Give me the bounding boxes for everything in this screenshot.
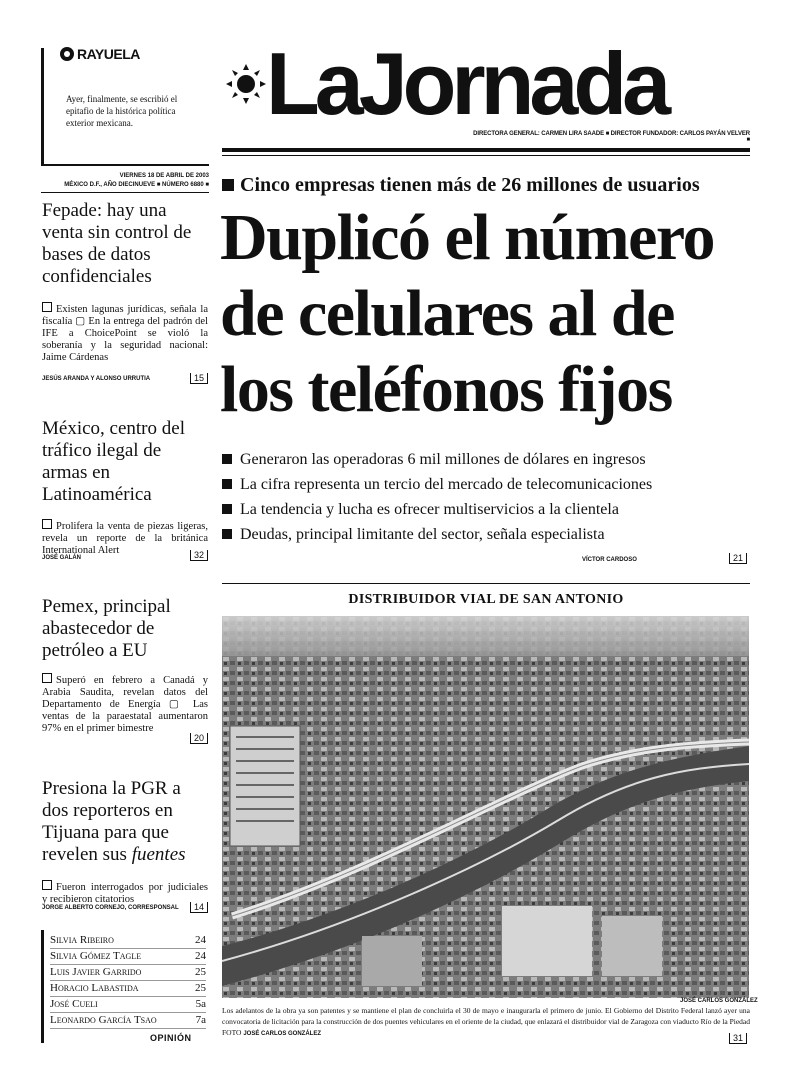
columnist-page: 5a (195, 998, 206, 1010)
columnist-row[interactable] (50, 996, 206, 1013)
main-kicker (222, 174, 700, 196)
side-story-body-text: Superó en febrero a Canadá y Arabia Saudita, revelan datos del Departamento de Energía ▢ Las ventas de la paraestatal aumentaron 97% en el primer bimestre (42, 675, 208, 734)
main-headline[interactable]: Duplicó el número de celulares al de los teléfonos fijos (220, 201, 714, 426)
bullet-square-icon (42, 880, 52, 890)
main-bullet (222, 447, 752, 472)
page-ref[interactable]: 14 (190, 902, 208, 913)
main-credit: VÍCTOR CARDOSO (582, 557, 637, 563)
bullet-square-icon (222, 504, 232, 514)
dateline-date: VIERNES 18 DE ABRIL DE 2003 (119, 173, 209, 179)
main-bullets (222, 447, 752, 547)
rayuela-title (60, 46, 140, 62)
side-story-body (42, 673, 208, 735)
bullet-square-icon (42, 673, 52, 683)
columnist-name: Silvia Ribeiro (50, 934, 114, 946)
columnist-name: Luis Javier Garrido (50, 966, 142, 978)
columnist-row[interactable] (50, 932, 206, 949)
masthead-rule (222, 148, 750, 152)
columnist-row[interactable] (50, 964, 206, 981)
side-story-credit: JOSÉ GALÁN (42, 555, 82, 561)
dateline (41, 172, 209, 190)
photo-caption-text: Los adelantos de la obra ya son patentes y se mantiene el plan de concluirla el 30 de mayo e inaugurarla el primero de junio. El Gobierno del Distrito Federal lanzó ayer una convocatoria de licitación para la construcción de dos puentes vehiculares en el oriente de la ciudad, que enlazará el distribuidor vial de Zaragoza con viaducto Río de la Piedad FOTO (222, 1006, 750, 1037)
rayuela-logo-icon (60, 47, 74, 61)
photo-caption (222, 1005, 750, 1040)
photo-rule (222, 583, 750, 584)
masthead-rule-thin (222, 155, 750, 156)
page-ref[interactable]: 31 (729, 1033, 747, 1044)
bullet-square-icon (42, 519, 52, 529)
main-kicker-text: Cinco empresas tienen más de 26 millones de usuarios (240, 174, 700, 196)
rayuela-text: Ayer, finalmente, se escribió el epitafio de la histórica política exterior mexicana. (66, 94, 178, 128)
side-story-title[interactable]: México, centro del tráfico ilegal de armas en Latinoamérica (42, 418, 185, 505)
main-bullet-text: Generaron las operadoras 6 mil millones de dólares en ingresos (240, 451, 646, 468)
rayuela-title-text: RAYUELA (77, 46, 140, 62)
side-story-body (42, 302, 208, 364)
main-bullet-text: La cifra representa un tercio del mercado de telecomunicaciones (240, 476, 653, 493)
main-bullet (222, 472, 752, 497)
side-story-body (42, 519, 208, 557)
main-bullet (222, 497, 752, 522)
side-story-title[interactable]: Presiona la PGR a dos reporteros en Tijuana para que revelen sus fuentes (42, 778, 186, 865)
masthead-logo-icon (222, 60, 270, 108)
page-ref[interactable]: 15 (190, 373, 208, 384)
bullet-square-icon (42, 302, 52, 312)
main-bullet-text: Deudas, principal limitante del sector, señala especialista (240, 526, 605, 543)
columnist-row[interactable] (50, 1012, 206, 1029)
side-story-credit: JESÚS ARANDA Y ALONSO URRUTIA (42, 376, 151, 382)
side-story-title[interactable]: Fepade: hay una venta sin control de bases de datos confidenciales (42, 200, 192, 287)
columnist-page: 7a (195, 1014, 206, 1026)
side-story-body-text: Existen lagunas jurídicas, señala la fiscalía ▢ En la entrega del padrón del IFE a ChoicePoint se violó la soberanía y la seguridad nacional: Jaime Cárdenas (42, 304, 208, 363)
columnist-page: 24 (195, 934, 206, 946)
masthead-title[interactable]: LaJornada (266, 34, 667, 133)
columnist-page: 24 (195, 950, 206, 962)
columnist-page: 25 (195, 966, 206, 978)
side-story-title[interactable]: Pemex, principal abastecedor de petróleo a EU (42, 596, 171, 661)
bullet-square-icon (222, 529, 232, 539)
page-ref[interactable]: 32 (190, 550, 208, 561)
aerial-photo-image (222, 616, 749, 998)
columnist-row[interactable] (50, 948, 206, 965)
columnist-name: Silvia Gómez Tagle (50, 950, 142, 962)
dateline-edition: MÉXICO D.F., AÑO DIECINUEVE ■ NÚMERO 6880 ■ (64, 182, 209, 188)
side-story-credit: JORGE ALBERTO CORNEJO, CORRESPONSAL (42, 905, 179, 911)
photo-credit: JOSÉ CARLOS GONZÁLEZ (680, 998, 758, 1004)
columnist-name: José Cueli (50, 998, 98, 1010)
masthead-credits: DIRECTORA GENERAL: CARMEN LIRA SAADE ■ DIRECTOR FUNDADOR: CARLOS PAYÁN VELVER ■ (473, 131, 750, 143)
aerial-photo[interactable] (222, 616, 749, 998)
columnist-name: Leonardo García Tsao (50, 1014, 157, 1026)
bullet-square-icon (222, 454, 232, 464)
opinion-label: OPINIÓN (150, 1033, 192, 1043)
photo-caption-credit: JOSÉ CARLOS GONZÁLEZ (243, 1031, 321, 1037)
main-bullet (222, 522, 752, 547)
columnist-name: Horacio Labastida (50, 982, 139, 994)
bullet-square-icon (222, 479, 232, 489)
photo-heading: DISTRIBUIDOR VIAL DE SAN ANTONIO (348, 592, 624, 607)
main-bullet-text: La tendencia y lucha es ofrecer multiservicios a la clientela (240, 501, 619, 518)
bullet-square-icon (222, 179, 234, 191)
sidebar-rule (41, 192, 209, 193)
page-ref[interactable]: 21 (729, 553, 747, 564)
side-story-body (42, 880, 208, 906)
page-ref[interactable]: 20 (190, 733, 208, 744)
side-story-body-text: Fueron interrogados por judiciales y recibieron citatorios (42, 882, 208, 905)
side-story-body-text: Prolifera la venta de piezas ligeras, revela un reporte de la británica International Alert (42, 521, 208, 556)
columnist-page: 25 (195, 982, 206, 994)
columnist-row[interactable] (50, 980, 206, 997)
